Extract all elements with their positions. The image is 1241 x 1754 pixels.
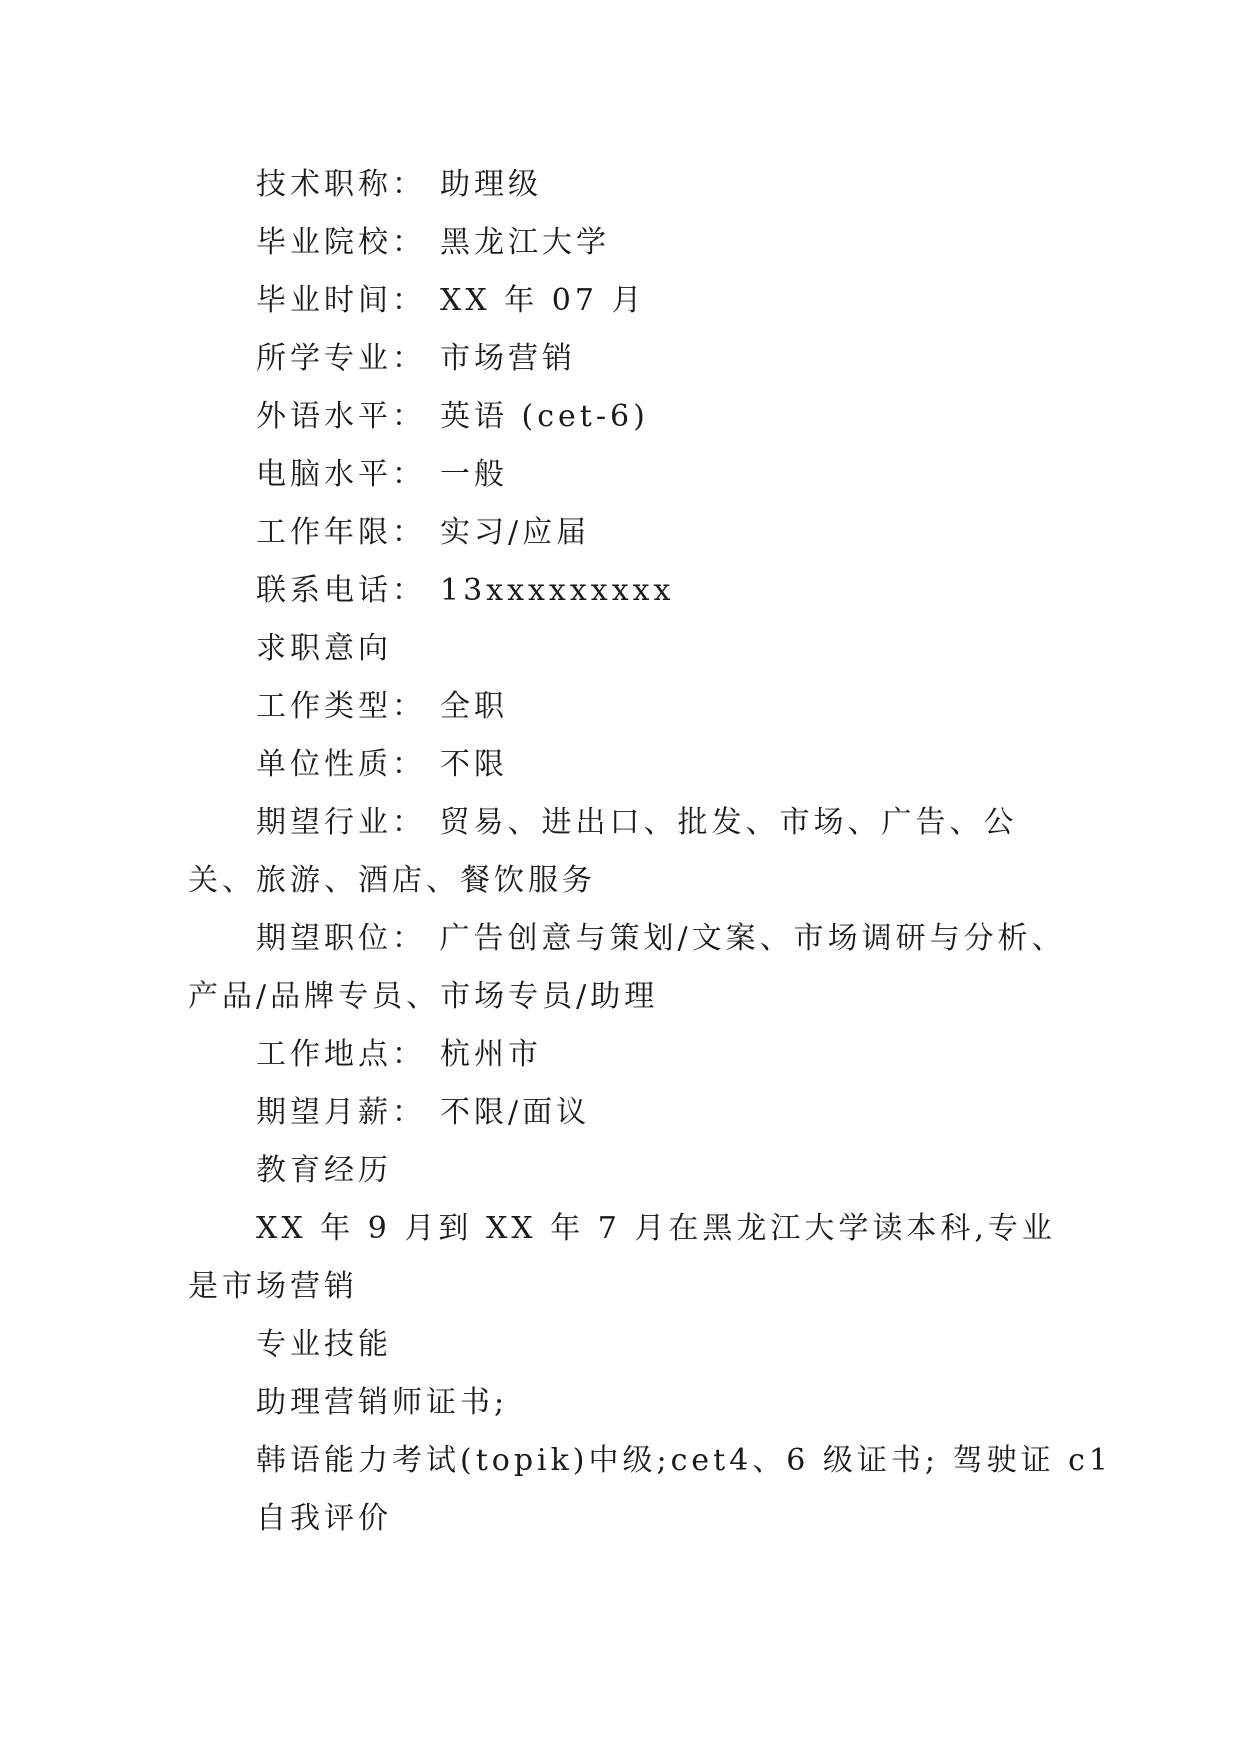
skill-item: 韩语能力考试(topik)中级;cet4、6 级证书; 驾驶证 c1: [256, 1443, 1112, 1478]
field-value: 一般: [440, 457, 508, 492]
field-value: 不限: [440, 747, 508, 782]
field-label: 毕业院校：: [256, 225, 426, 260]
field-phone: [188, 562, 1068, 620]
field-label: 期望月薪：: [256, 1095, 426, 1130]
field-value: 杭州市: [440, 1037, 542, 1072]
field-value: 实习/应届: [440, 515, 591, 550]
field-label: 技术职称：: [256, 167, 426, 202]
field-location: [188, 1026, 1068, 1084]
field-salary: [188, 1084, 1068, 1142]
field-job-type: [188, 678, 1068, 736]
field-company-type: [188, 736, 1068, 794]
field-label: 工作地点：: [256, 1037, 426, 1072]
field-value: 市场营销: [440, 341, 576, 376]
field-value: 13xxxxxxxxx: [440, 573, 675, 608]
section-heading-skills: 专业技能: [256, 1327, 392, 1362]
field-value: 不限/面议: [440, 1095, 591, 1130]
field-grad-time: [188, 272, 1068, 330]
section-heading-self-evaluation: 自我评价: [256, 1501, 392, 1536]
section-heading-intent: 求职意向: [256, 631, 392, 666]
field-label: 联系电话：: [256, 573, 426, 608]
field-value: 全职: [440, 689, 508, 724]
field-value: 助理级: [440, 167, 542, 202]
field-value: 英语 (cet-6): [440, 399, 649, 434]
field-major: [188, 330, 1068, 388]
field-foreign-language: [188, 388, 1068, 446]
field-computer-level: [188, 446, 1068, 504]
field-label: 单位性质：: [256, 747, 426, 782]
field-industry: 期望行业： 贸易、进出口、批发、市场、广告、公关、旅游、酒店、餐饮服务: [188, 805, 1018, 898]
field-label: 电脑水平：: [256, 457, 426, 492]
field-position: 期望职位： 广告创意与策划/文案、市场调研与分析、产品/品牌专员、市场专员/助理: [188, 921, 1066, 1014]
education-text: XX 年 9 月到 XX 年 7 月在黑龙江大学读本科,专业是市场营销: [188, 1211, 1056, 1304]
field-label: 所学专业：: [256, 341, 426, 376]
field-label: 工作年限：: [256, 515, 426, 550]
field-work-years: [188, 504, 1068, 562]
field-value: XX 年 07 月: [440, 283, 646, 318]
field-label: 外语水平：: [256, 399, 426, 434]
resume-content: [188, 156, 1112, 1548]
field-label: 毕业时间：: [256, 283, 426, 318]
section-heading-education: 教育经历: [256, 1153, 392, 1188]
field-school: [188, 214, 1068, 272]
field-label: 工作类型：: [256, 689, 426, 724]
field-value: 黑龙江大学: [440, 225, 610, 260]
skill-item: 助理营销师证书;: [256, 1385, 509, 1420]
field-title-rank: [188, 156, 1068, 214]
